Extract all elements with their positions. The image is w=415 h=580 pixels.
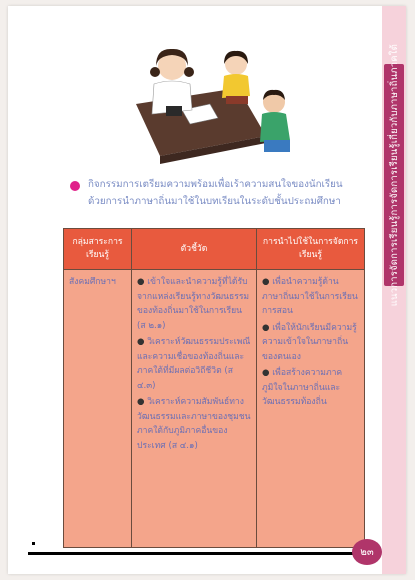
- bullet-icon: ●: [262, 322, 273, 333]
- bullet-icon: ●: [137, 337, 148, 348]
- footer-rule: [28, 552, 368, 555]
- bullet-icon: ●: [262, 368, 273, 379]
- header-indicator: ตัวชี้วัด: [132, 229, 257, 270]
- list-item: [262, 321, 359, 365]
- page-number: ๒๓: [360, 546, 374, 558]
- application-text: เพื่อสร้างความภาคภูมิใจในภาษาถิ่นและวัฒนธรรมท้องถิ่น: [262, 368, 343, 408]
- indicator-text: เข้าใจและนำความรู้ที่ได้รับจากแหล่งเรียนรู้ทางวัฒนธรรมของท้องถิ่นมาใช้ในการเรียน (ส ๒.๑): [137, 277, 250, 331]
- bullet-icon: ●: [137, 277, 148, 288]
- list-item: [137, 395, 251, 453]
- indicator-text: วิเคราะห์วัฒนธรรมประเพณีและความเชื่อของท้องถิ่นและภาคใต้ที่มีผลต่อวิถีชีวิต (ส ๔.๓): [137, 337, 251, 391]
- subject-label: สังคมศึกษาฯ: [69, 277, 116, 288]
- application-cell: [257, 270, 365, 548]
- bullet-icon: ●: [137, 397, 148, 408]
- subject-cell: [64, 270, 132, 548]
- application-text: เพื่อให้นักเรียนมีความรู้ความเข้าใจในภาษาถิ่นของตนเอง: [262, 322, 357, 362]
- list-item: [137, 275, 251, 333]
- document-page: [8, 6, 406, 574]
- side-title-tab: [384, 43, 404, 307]
- table-row: [64, 270, 365, 548]
- bullet-icon: [70, 181, 80, 191]
- bullet-icon: ●: [262, 277, 273, 288]
- side-title: แนวการจัดการเรียนรู้การจัดการเรียนรู้เกี่ยวกับภาษาถิ่นภาคใต้: [388, 43, 400, 307]
- header-subject: กลุ่มสาระการเรียนรู้: [64, 229, 132, 270]
- intro-text: กิจกรรมการเตรียมความพร้อมเพื่อเร้าความสนใจของนักเรียน ด้วยการนำภาษาถิ่นมาใช้ในบทเรียนในระดับชั้นประถมศึกษา: [88, 179, 343, 207]
- header-application: การนำไปใช้ในการจัดการเรียนรู้: [257, 229, 365, 270]
- list-item: [262, 275, 359, 319]
- curriculum-table: [63, 228, 365, 548]
- page-number-badge: [352, 539, 382, 565]
- indicator-text: วิเคราะห์ความสัมพันธ์ทางวัฒนธรรมและภาษาของชุมชนภาคใต้กับภูมิภาคอื่นของประเทศ (ส ๔.๑): [137, 397, 251, 451]
- footer-dot: [32, 542, 35, 545]
- list-item: [137, 335, 251, 393]
- table-header-row: [64, 229, 365, 270]
- indicator-cell: [132, 270, 257, 548]
- list-item: [262, 366, 359, 410]
- children-reading-illustration: [126, 44, 302, 172]
- application-text: เพื่อนำความรู้ด้านภาษาถิ่นมาใช้ในการเรียนการสอน: [262, 277, 358, 317]
